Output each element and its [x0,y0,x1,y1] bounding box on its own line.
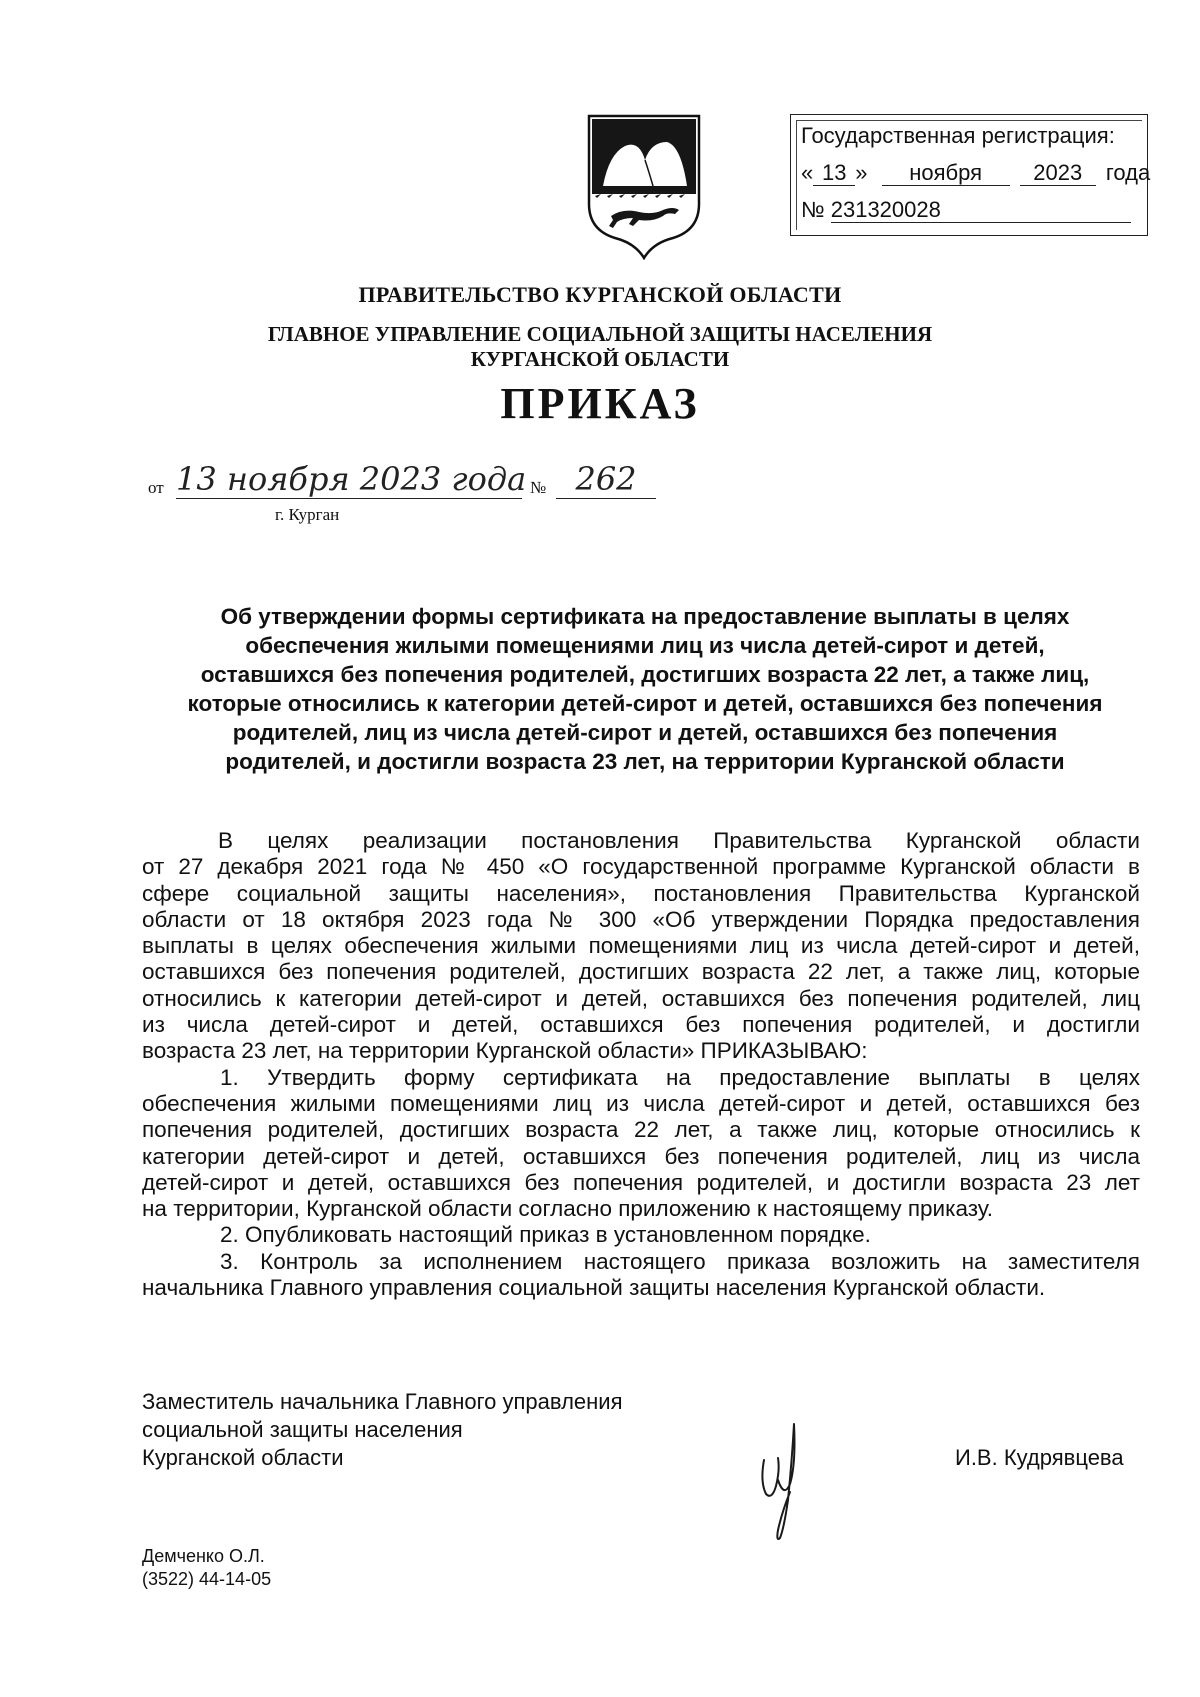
title-line: оставшихся без попечения родителей, достигших возраста 22 лет, а также лиц, [200,662,1090,687]
title-line: родителей, и достигли возраста 23 лет, на территории Курганской области [225,749,1065,774]
order-number-label: № [530,478,547,497]
body-line: В целях реализации постановления Правительства Курганской области [218,828,1140,853]
body-line: категории детей-сирот и детей, оставшихся без попечения родителей, лиц из числа [142,1143,1140,1169]
body-line: 1. Утвердить форму сертификата на предоставление выплаты в целях [220,1064,1140,1090]
body-line: 3. Контроль за исполнением настоящего приказа возложить на заместителя [220,1248,1140,1274]
body-line: детей-сирот и детей, оставшихся без попечения родителей, и достигли возраста 23 лет [142,1169,1140,1195]
registration-year-word: года [1105,160,1151,185]
body-line: попечения родителей, достигших возраста 22 лет, а также лиц, которые относились к [142,1117,1140,1143]
order-date-line [148,460,668,504]
signatory-position [142,1388,623,1472]
registration-day-close: » [855,160,868,185]
body-line: обеспечения жилыми помещениями лиц из числа детей-сирот и детей, оставшихся без [142,1090,1140,1116]
body-line: начальника Главного управления социальной защиты населения Курганской области. [142,1275,1046,1301]
signatory-position-line1: Заместитель начальника Главного управления [142,1389,623,1414]
department-heading-line2: КУРГАНСКОЙ ОБЛАСТИ [470,347,730,371]
order-number-handwritten: 262 [556,460,656,499]
coat-of-arms-emblem [583,112,705,260]
registration-number-row [801,197,1131,223]
department-heading-line1: ГЛАВНОЕ УПРАВЛЕНИЕ СОЦИАЛЬНОЙ ЗАЩИТЫ НАСЕЛЕНИЯ [267,322,933,346]
body-line: из числа детей-сирот и детей, оставшихся без попечения родителей, и достигли [142,1012,1140,1038]
body-line: от 27 декабря 2021 года № 450 «О государственной программе Курганской области в [142,854,1140,880]
document-title [150,602,1140,776]
signatory-name: И.В. Кудрявцева [955,1445,1124,1470]
title-line: обеспечения жилыми помещениями лиц из числа детей-сирот и детей, [245,633,1045,658]
order-from-label: от [148,478,164,497]
registration-year-suffix: 23 [1057,160,1083,185]
registration-number-prefix: № [801,197,825,222]
registration-year-prefix: 20 [1033,160,1058,185]
registration-day-open: « [801,160,814,185]
title-line: Об утверждении формы сертификата на предоставление выплаты в целях [220,604,1070,629]
registration-number: 231320028 [831,198,1131,223]
registration-day: 13 [813,161,855,186]
government-heading: ПРАВИТЕЛЬСТВО КУРГАНСКОЙ ОБЛАСТИ [358,282,842,307]
body-line: сфере социальной защиты населения», постановления Правительства Курганской [142,880,1140,906]
executor-info [142,1545,271,1591]
registration-stamp [790,114,1151,236]
body-line: выплаты в целях обеспечения жилыми помещениями лиц из числа детей-сирот и детей, [142,933,1140,959]
body-line: оставшихся без попечения родителей, достигших возраста 22 лет, а также лиц, которые [142,959,1140,985]
order-body [142,828,1140,1301]
title-line: которые относились к категории детей-сирот и детей, оставшихся без попечения [187,691,1103,716]
body-line: возраста 23 лет, на территории Курганской области» ПРИКАЗЫВАЮ: [142,1038,868,1064]
handwritten-signature [750,1420,820,1544]
executor-name: Демченко О.Л. [142,1546,265,1566]
body-line: 2. Опубликовать настоящий приказ в установленном порядке. [220,1222,871,1248]
order-city: г. Курган [275,505,340,524]
signatory-position-line2: социальной защиты населения [142,1417,463,1442]
body-line: на территории, Курганской области согласно приложению к настоящему приказу. [142,1196,994,1222]
body-line: относились к категории детей-сирот и детей, оставшихся без попечения родителей, лиц [142,985,1140,1011]
registration-year [1020,161,1096,186]
body-line: области от 18 октября 2023 года № 300 «Об утверждении Порядка предоставления [142,906,1140,932]
document-type-heading: ПРИКАЗ [500,379,700,428]
registration-heading: Государственная регистрация: [801,123,1115,148]
executor-phone: (3522) 44-14-05 [142,1569,272,1589]
title-line: родителей, лиц из числа детей-сирот и детей, оставшихся без попечения [232,720,1058,745]
registration-date [801,160,1150,186]
order-date-handwritten: 13 ноября 2023 года [176,460,527,498]
registration-month: ноября [882,161,1010,186]
signatory-position-line3: Курганской области [142,1445,344,1470]
